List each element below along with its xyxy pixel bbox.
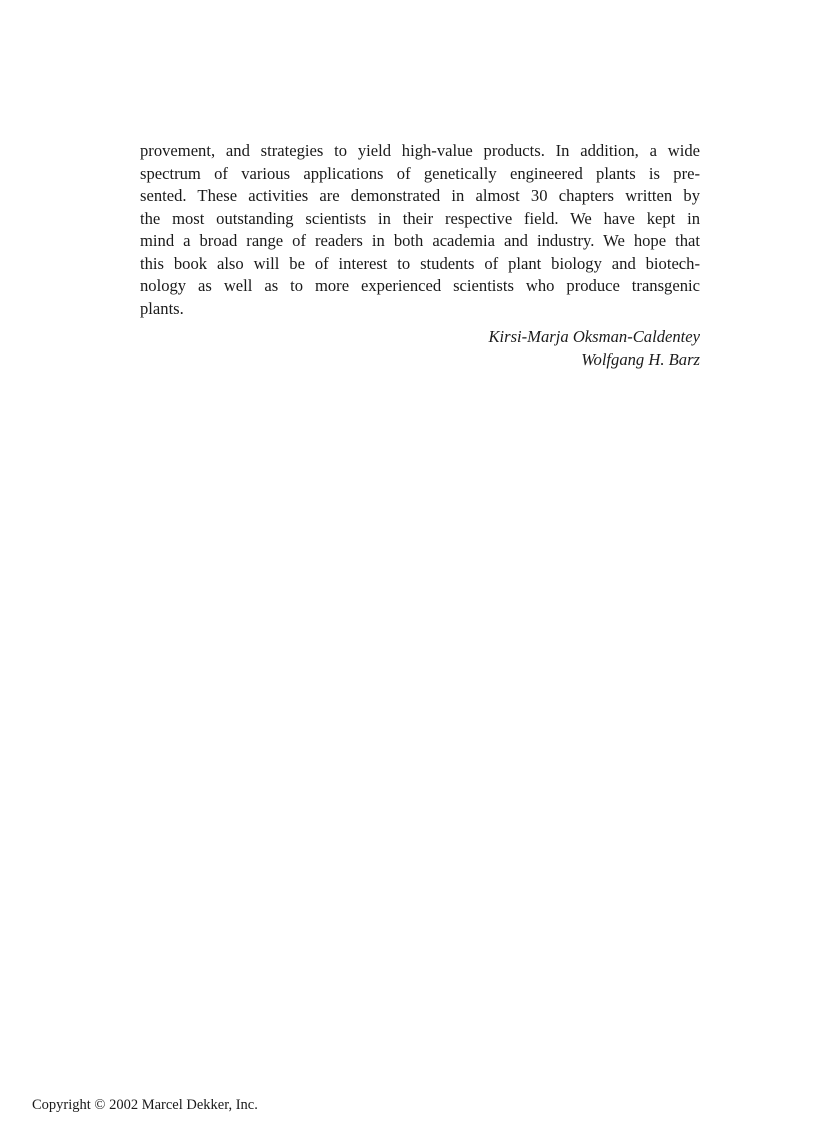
body-paragraph (140, 140, 700, 320)
paragraph-line: mind a broad range of readers in both academia and industry. We hope that (140, 231, 700, 250)
paragraph-line: provement, and strategies to yield high-value products. In addition, a wide (140, 141, 700, 160)
paragraph-line: spectrum of various applications of genetically engineered plants is pre- (140, 163, 700, 183)
copyright-notice: Copyright © 2002 Marcel Dekker, Inc. (32, 1097, 258, 1113)
paragraph-line: this book also will be of interest to students of plant biology and biotech- (140, 253, 700, 273)
paragraph-line: the most outstanding scientists in their respective field. We have kept in (140, 208, 700, 228)
author-signature: Kirsi-Marja Oksman-Caldentey (488, 327, 700, 346)
author-signature: Wolfgang H. Barz (581, 349, 700, 369)
signature-block (140, 326, 700, 371)
paragraph-line: sented. These activities are demonstrated in almost 30 chapters written by (140, 186, 700, 205)
paragraph-line: nology as well as to more experienced scientists who produce transgenic (140, 276, 700, 295)
paragraph-line: plants. (140, 298, 184, 318)
